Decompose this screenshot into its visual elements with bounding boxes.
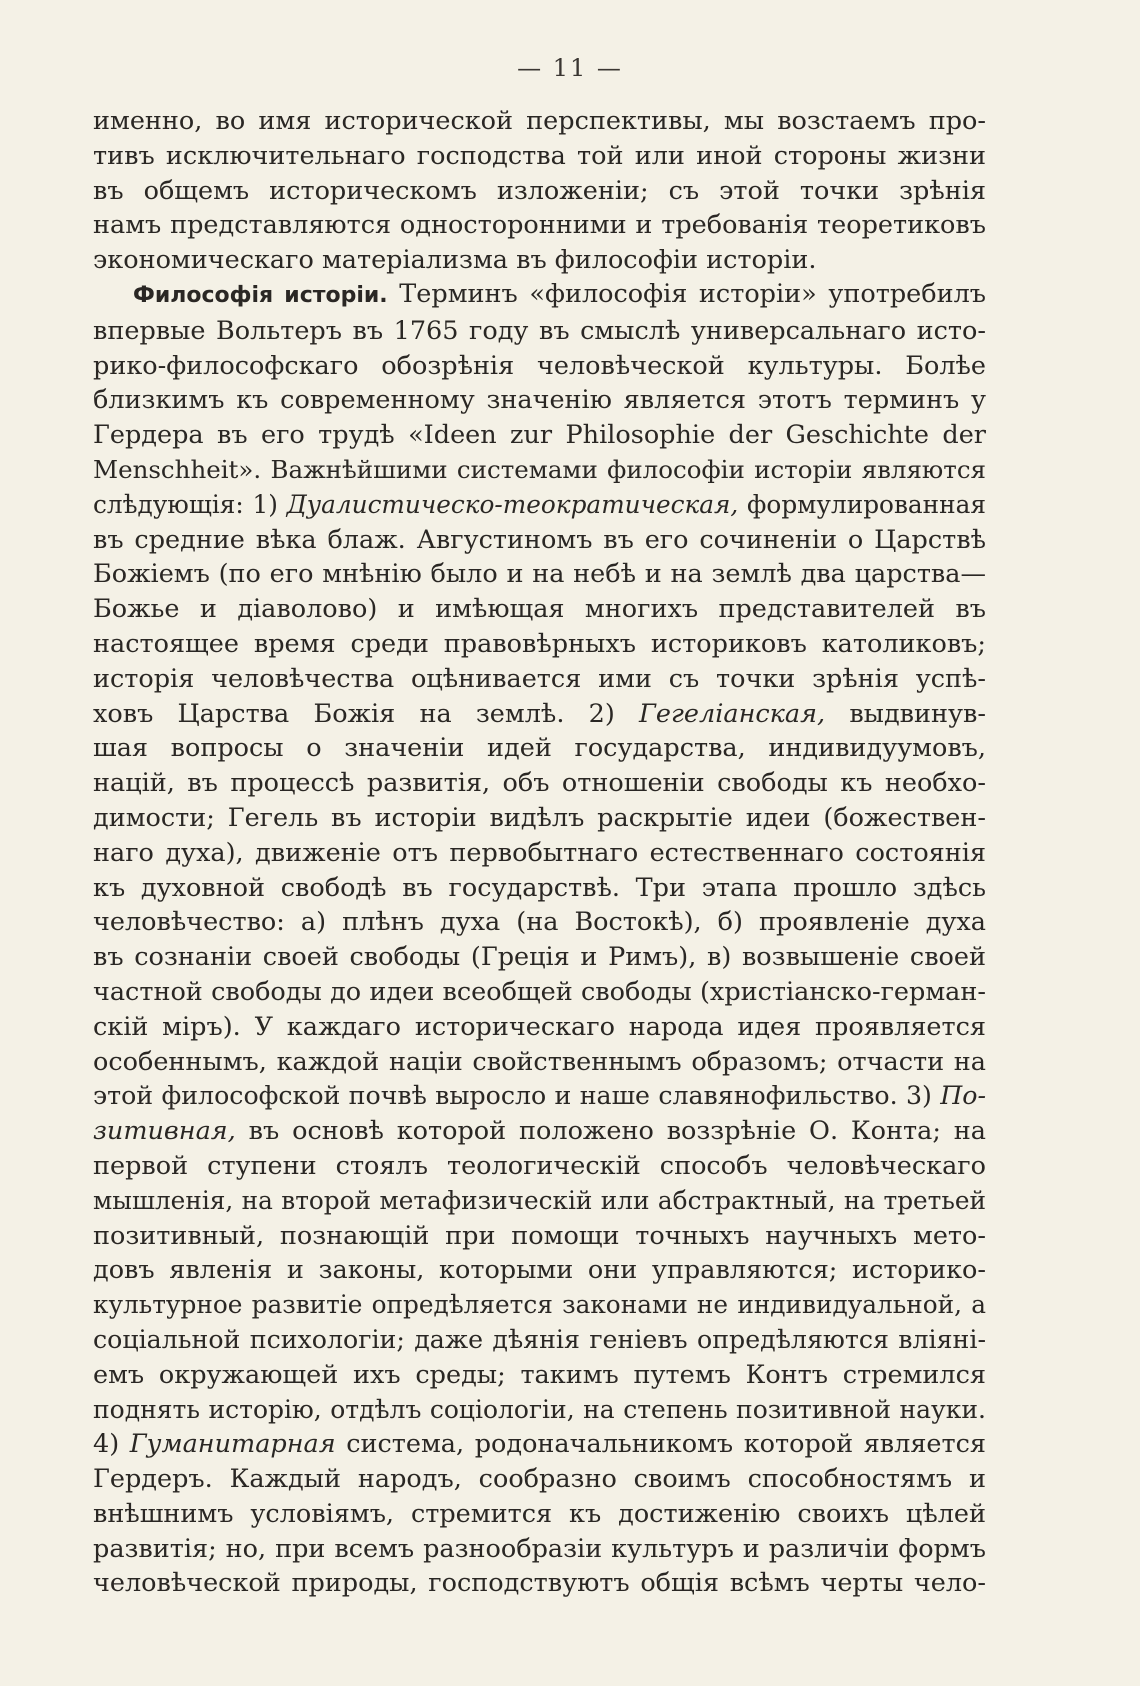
text-line: мышленiя, на второй метафизическiй или абстрактный, на третьей [93, 1185, 986, 1215]
text-line: особеннымъ, каждой нацiи свойственнымъ образомъ; отчасти на [93, 1046, 986, 1077]
text-span: формулированная [747, 489, 986, 519]
text-line: впервые Вольтеръ въ 1765 году въ смыслѣ универсальнаго исто- [93, 315, 986, 346]
system-term: зитивная, [93, 1116, 236, 1147]
text-line: именно, во имя исторической перспективы, мы возстаемъ про- [93, 106, 986, 136]
text-line: человѣческой природы, господствуютъ общiя всѣмъ черты чело- [93, 1568, 986, 1599]
text-line: экономическаго матерiализма въ философiи исторiи. [93, 245, 817, 276]
text-line: нацiй, въ процессѣ развитiя, объ отношенiи свободы къ необхо- [93, 768, 986, 799]
text-line: внѣшнимъ условiямъ, стремится къ достиженiю своихъ цѣлей [93, 1498, 986, 1529]
text-span: 4) [93, 1429, 120, 1460]
text-line [93, 277, 986, 314]
text-line: поднять исторiю, отдѣлъ соцiологiи, на степень позитивной науки. [93, 1394, 986, 1424]
system-term: По- [940, 1081, 986, 1111]
text-line: исторiя человѣчества оцѣнивается ими съ точки зрѣнiя успѣ- [93, 663, 986, 694]
system-term: Дуалистическо-теократическая, [286, 489, 739, 519]
text-line: шая вопросы о значенiи идей государства, индивидуумовъ, [93, 733, 986, 764]
text-line: Божiемъ (по его мнѣнiю было и на небѣ и на землѣ два царства— [93, 559, 986, 590]
text-line: близкимъ къ современному значенiю является этотъ терминъ у [93, 385, 986, 416]
text-span: выдвинув- [849, 698, 987, 729]
page-number: — 11 — [517, 54, 623, 82]
text-line: позитивный, познающiй при помощи точныхъ научныхъ мето- [93, 1220, 986, 1251]
text-line: въ сознанiи своей свободы (Грецiя и Римъ), в) возвышенiе своей [93, 942, 986, 973]
text-line: культурное развитiе опредѣляется законами не индивидуальной, а [93, 1290, 986, 1320]
text-line: къ духовной свободѣ въ государствѣ. Три этапа прошло здѣсь [93, 872, 986, 903]
text-line: Menschheit». Важнѣйшими системами философiи исторiи являются [93, 454, 986, 484]
paragraph-philosophy-of-history [93, 277, 986, 1601]
text-line: соцiальной психологiи; даже дѣянiя генiевъ опредѣляются влiянi- [93, 1324, 986, 1354]
text-line [93, 1114, 986, 1149]
paragraph-continued [93, 104, 986, 278]
text-line: развитiя; но, при всемъ разнообразiи культуръ и различiи формъ [93, 1533, 986, 1564]
text-line: въ средние вѣка блаж. Августиномъ въ его сочиненiи о Царствѣ [93, 524, 986, 555]
text-line: Гердера въ его трудѣ «Ideen zur Philosophie der Geschichte der [93, 420, 986, 451]
text-line: Божье и дiаволово) и имѣющая многихъ представителей въ [93, 594, 986, 625]
text-span: въ основѣ которой положено воззрѣнiе О. Конта; на [248, 1116, 986, 1147]
text-line: рико-философскаго обозрѣнiя человѣческой культуры. Болѣе [93, 350, 986, 381]
text-line: намъ представляются односторонними и требованiя теоретиковъ [93, 210, 986, 241]
text-span: слѣдующiя: 1) [93, 489, 278, 519]
text-line: въ общемъ историческомъ изложенiи; съ этой точки зрѣнiя [93, 175, 986, 206]
text-line [93, 697, 986, 732]
text-line: частной свободы до идеи всеобщей свободы (христiанско-герман- [93, 976, 986, 1007]
system-term: Гуманитарная [129, 1429, 336, 1460]
text-line: димости; Гегель въ исторiи видѣлъ раскрытiе идеи (божествен- [93, 802, 986, 833]
text-line: наго духа), движенiе отъ первобытнаго естественнаго состоянiя [93, 837, 986, 868]
text-line [93, 1427, 986, 1462]
text-span: Терминъ «философiя исторiи» употребилъ [399, 279, 987, 309]
text-line [93, 1079, 986, 1114]
text-line: первой ступени стоялъ теологическiй способъ человѣческаго [93, 1150, 986, 1181]
text-line: тивъ исключительнаго господства той или иной стороны жизни [93, 140, 986, 171]
section-heading: Философiя исторiи. [133, 283, 388, 308]
text-span: ховъ Царства Божiя на землѣ. 2) [93, 698, 615, 729]
text-line: скiй мiръ). У каждаго историческаго народа идея проявляется [93, 1011, 986, 1042]
text-line: Гердеръ. Каждый народъ, сообразно своимъ способностямъ и [93, 1464, 986, 1495]
text-line: человѣчество: а) плѣнъ духа (на Востокѣ), б) проявленiе духа [93, 907, 986, 938]
text-line: емъ окружающей ихъ среды; такимъ путемъ Контъ стремился [93, 1359, 986, 1390]
text-span: система, родоначальникомъ которой является [346, 1429, 986, 1460]
text-span: этой философской почвѣ выросло и наше славянофильство. 3) [93, 1081, 932, 1111]
text-line: настоящее время среди правовѣрныхъ историковъ католиковъ; [93, 628, 986, 659]
text-line: довъ явленiя и законы, которыми они управляются; историко- [93, 1255, 986, 1286]
system-term: Гегелiанская, [639, 698, 826, 729]
text-line [93, 488, 986, 523]
